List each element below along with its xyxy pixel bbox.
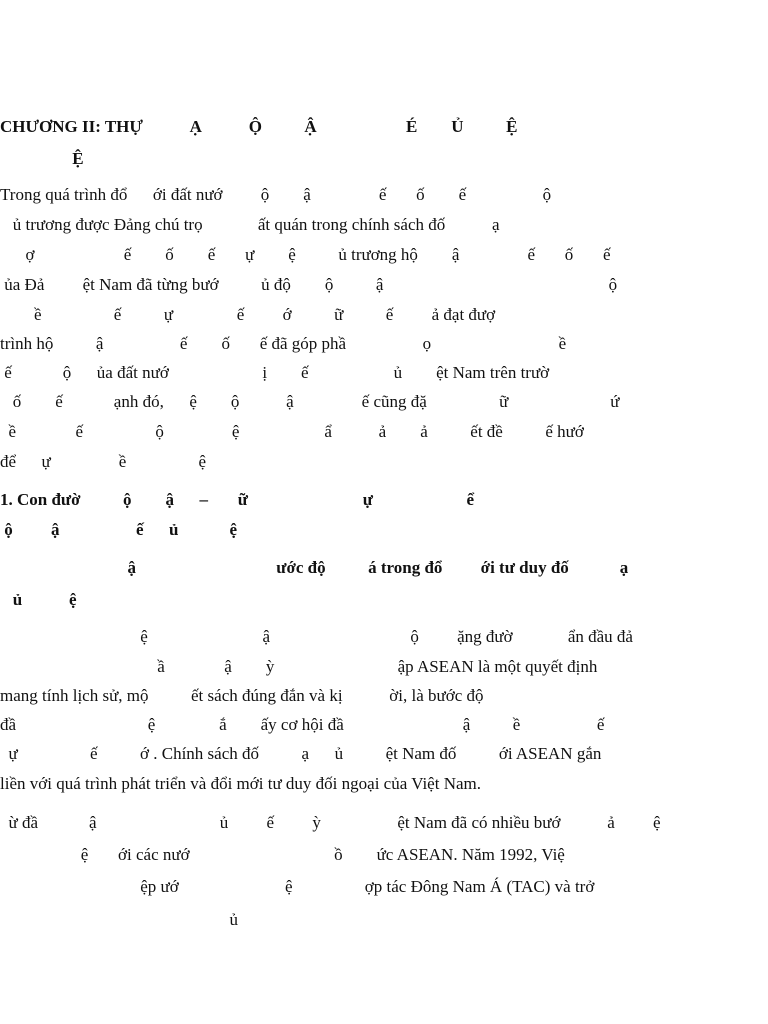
chapter-title-line-1: CHƯƠNG II: THỰ Ạ Ộ Ậ É Ủ Ệ xyxy=(0,117,518,136)
intro-line-3: ợ ế ố ế ự ệ ủ trương hộ ậ ế ố ế xyxy=(0,245,611,264)
intro-line-2: ủ trương được Đảng chú trọ ất quán trong chính sách đố ạ xyxy=(0,215,500,234)
para-2-line-4: đầ ệ ắ ấy cơ hội đầ ậ ề ế xyxy=(0,715,605,734)
para-2-line-2: ầ ậ ỳ ập ASEAN là một quyết định xyxy=(0,657,598,676)
section-heading-line-1: 1. Con đườ ộ ậ – ữ ự ể xyxy=(0,490,474,509)
subsection-heading-line-2: ủ ệ xyxy=(0,590,77,609)
para-3-line-4: ủ xyxy=(0,910,238,929)
intro-line-1: Trong quá trình đổ ới đất nướ ộ ậ ế ố ế ộ xyxy=(0,185,552,204)
intro-line-5: ề ế ự ế ớ ữ ế ả đạt đượ xyxy=(0,305,496,324)
chapter-title-line-2: Ệ xyxy=(0,149,84,168)
para-2-line-3: mang tính lịch sử, mộ ết sách đúng đắn và kị ời, là bước độ xyxy=(0,686,484,705)
intro-line-4: ủa Đả ệt Nam đã từng bướ ủ độ ộ ậ ộ xyxy=(0,275,618,294)
intro-line-6: trình hộ ậ ế ố ế đã góp phầ ọ ề xyxy=(0,334,567,353)
intro-line-10: để ự ề ệ xyxy=(0,452,207,471)
para-2-line-6: liền với quá trình phát triển và đổi mới tư duy đối ngoại của Việt Nam. xyxy=(0,774,481,793)
section-heading-line-2: ộ ậ ế ủ ệ xyxy=(0,520,238,539)
intro-line-8: ố ế ạnh đó, ệ ộ ậ ế cũng đặ ữ ứ xyxy=(0,392,620,411)
para-3-line-3: ệp ướ ệ ợp tác Đông Nam Á (TAC) và trở xyxy=(0,877,595,896)
para-2-line-5: ự ế ớ . Chính sách đố ạ ủ ệt Nam đố ới ASEAN gắn xyxy=(0,744,602,763)
para-3-line-2: ệ ới các nướ ồ ức ASEAN. Năm 1992, Việ xyxy=(0,845,565,864)
para-2-line-1: ệ ậ ộ ặng đườ ẩn đầu đả xyxy=(0,627,633,646)
subsection-heading-line-1: ậ ước độ á trong đổ ới tư duy đố ạ xyxy=(0,558,629,577)
intro-line-7: ế ộ ủa đất nướ ị ế ủ ệt Nam trên trườ xyxy=(0,363,550,382)
intro-line-9: ề ế ộ ệ ẩ ả ả ết đề ế hướ xyxy=(0,422,584,441)
para-3-line-1: ừ đầ ậ ủ ế ỳ ệt Nam đã có nhiều bướ ả ệ xyxy=(0,813,661,832)
